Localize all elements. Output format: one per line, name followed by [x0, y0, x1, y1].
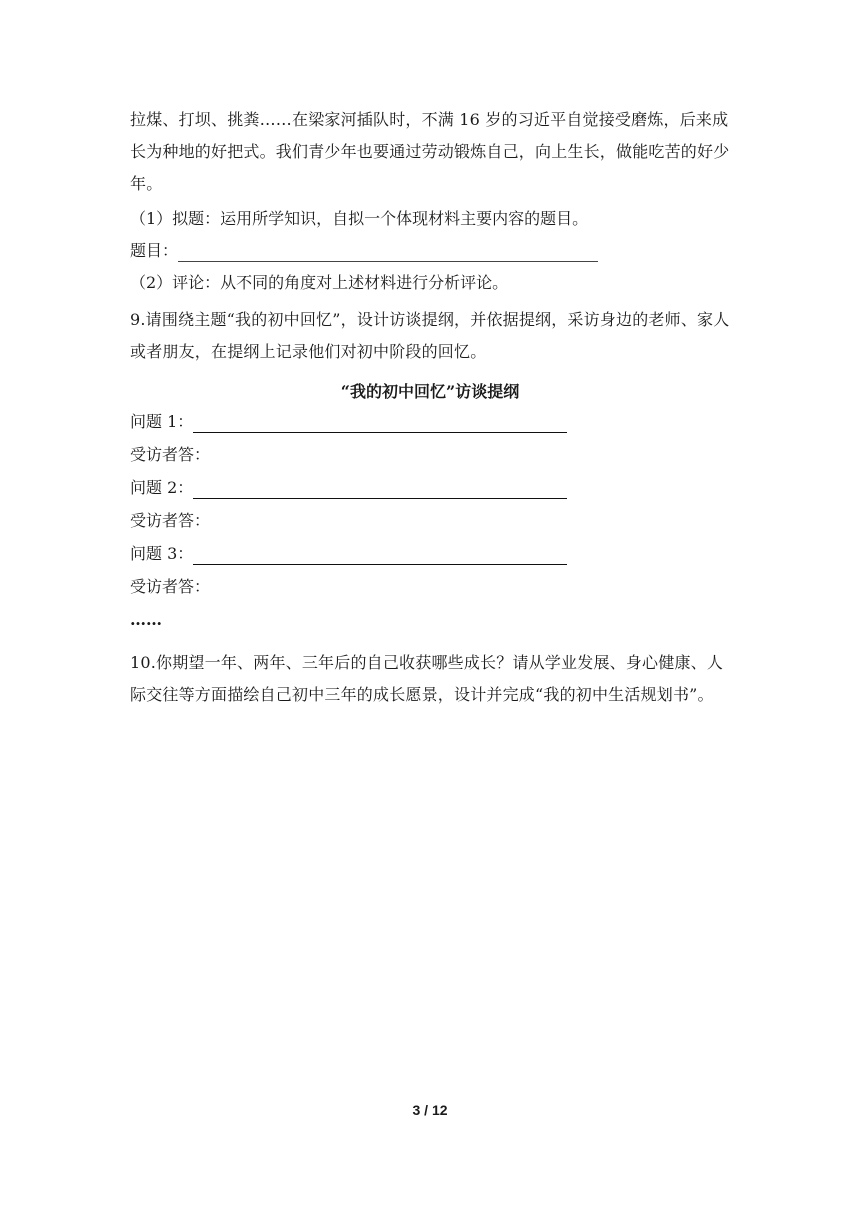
title-label: 题目：: [130, 241, 179, 260]
q8-subquestion-2: （2）评论：从不同的角度对上述材料进行分析评论。: [130, 273, 509, 292]
page-number: 3 / 12: [412, 1102, 448, 1118]
question-2-blank[interactable]: [193, 484, 567, 499]
question-2-label: 问题 2：: [130, 478, 194, 497]
question-3-blank[interactable]: [193, 550, 567, 565]
material-paragraph: 拉煤、打坝、挑粪……在梁家河插队时，不满 16 岁的习近平自觉接受磨炼，后来成长为种地的好把式。我们青少年也要通过劳动锻炼自己，向上生长，做能吃苦的好少年。: [130, 110, 730, 193]
question-10: 10.你期望一年、两年、三年后的自己收获哪些成长？请从学业发展、身心健康、人际交往等方面描绘自己初中三年的成长愿景，设计并完成“我的初中生活规划书”。: [130, 653, 724, 704]
question-1-blank[interactable]: [193, 418, 567, 433]
title-answer-line: [130, 240, 598, 262]
interview-question-2: [130, 477, 567, 499]
question-3-label: 问题 3：: [130, 544, 194, 563]
interview-question-3: [130, 543, 567, 565]
interview-answer-3: 受访者答：: [130, 577, 211, 596]
ellipsis: ……: [130, 610, 162, 629]
outline-title: “我的初中回忆”访谈提纲: [340, 382, 520, 401]
interview-answer-1: 受访者答：: [130, 445, 211, 464]
question-1-label: 问题 1：: [130, 412, 194, 431]
question-9: 9.请围绕主题“我的初中回忆”，设计访谈提纲，并依据提纲，采访身边的老师、家人或者朋友，在提纲上记录他们对初中阶段的回忆。: [130, 310, 730, 361]
interview-question-1: [130, 411, 567, 433]
interview-answer-2: 受访者答：: [130, 511, 211, 530]
title-blank[interactable]: [178, 247, 598, 262]
q8-subquestion-1: （1）拟题：运用所学知识，自拟一个体现材料主要内容的题目。: [130, 209, 589, 228]
